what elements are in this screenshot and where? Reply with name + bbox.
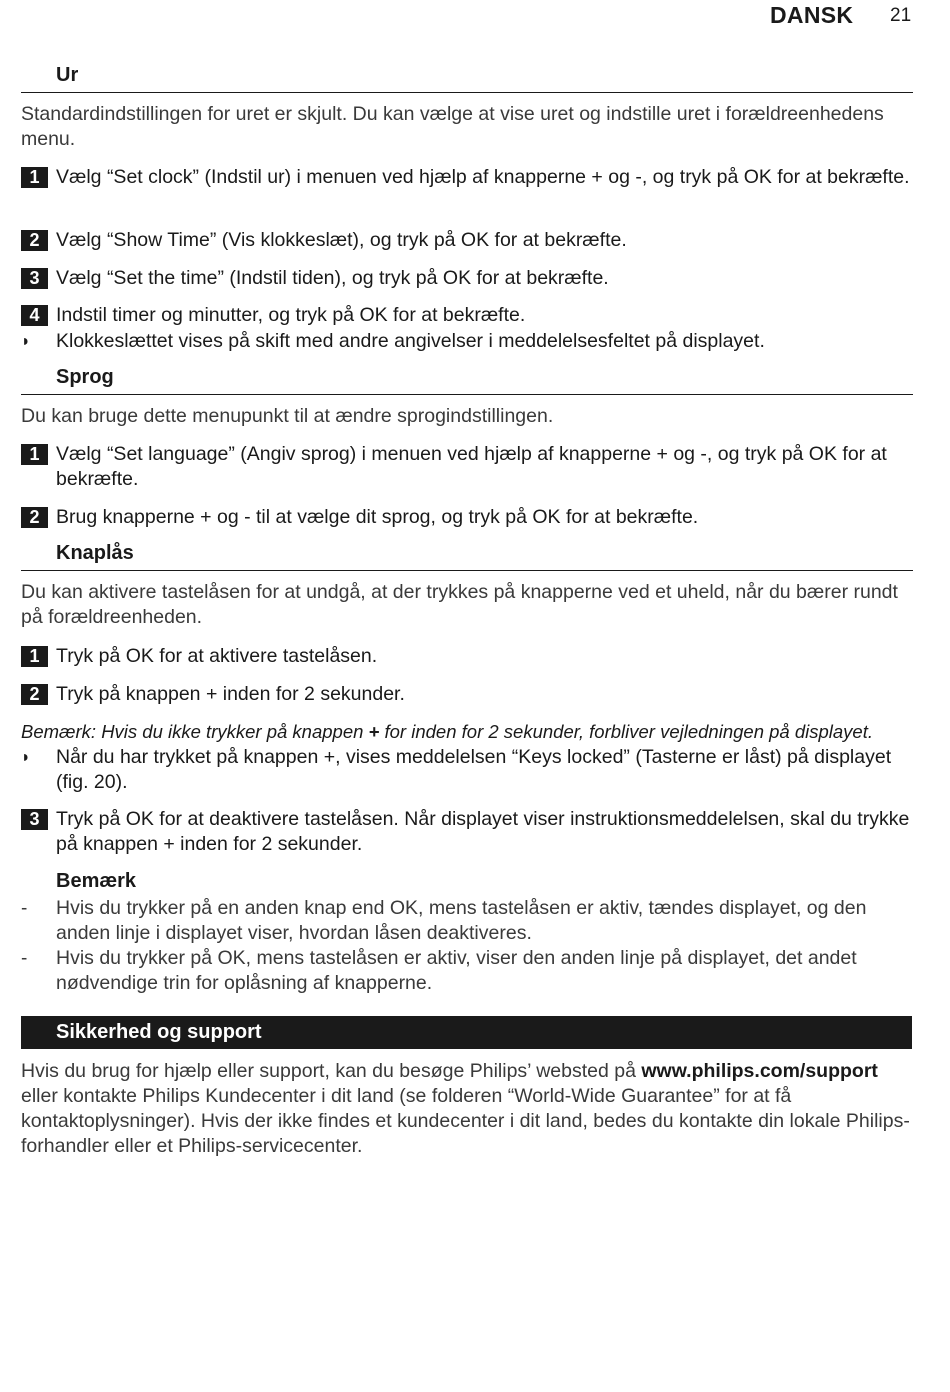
section-divider: [21, 570, 913, 571]
keylock-step-1: Tryk på OK for at aktivere tastelåsen.: [56, 645, 378, 667]
result-bullet-icon: ◗: [21, 333, 31, 350]
step-number: 1: [21, 167, 48, 188]
step-number: 1: [21, 444, 48, 465]
language-step-2: Brug knapperne + og - til at vælge dit sprog, og tryk på OK for at bekræfte.: [56, 506, 699, 528]
keylock-result: Når du har trykket på knappen +, vises meddelelsen “Keys locked” (Tasterne er låst) på displayet (fig. 20).: [56, 746, 892, 793]
step-number: 3: [21, 268, 48, 289]
section-title-keylock: Knaplås: [56, 542, 134, 564]
section-title-support: Sikkerhed og support: [56, 1021, 262, 1043]
step-number: 2: [21, 507, 48, 528]
clock-step-4: Indstil timer og minutter, og tryk på OK for at bekræfte.: [56, 304, 526, 326]
remark-item-1: Hvis du trykker på en anden knap end OK, mens tastelåsen er aktiv, tændes displayet, og den anden linje i displayet viser, hvordan låsen deaktiveres.: [56, 897, 867, 944]
note-plus-symbol: +: [368, 721, 380, 742]
keylock-step-3: Tryk på OK for at deaktivere tastelåsen. Når displayet viser instruktionsmeddelelsen, skal du trykke på knappen + inden for 2 sekunder.: [56, 808, 910, 855]
language-intro: Du kan bruge dette menupunkt til at ændre sprogindstillingen.: [21, 405, 554, 427]
step-number: 4: [21, 305, 48, 326]
step-number: 2: [21, 230, 48, 251]
support-text-rest: eller kontakte Philips Kundecenter i dit land (se folderen “World-Wide Guarantee” for at få kontaktoplysninger). Hvis der ikke findes et kundecenter i dit land, bedes du kontakte din lokale Philips-forhandler eller et Philips-servicecenter.: [21, 1085, 910, 1157]
clock-step-2: Vælg “Show Time” (Vis klokkeslæt), og tryk på OK for at bekræfte.: [56, 229, 627, 251]
step-number: 1: [21, 646, 48, 667]
section-divider: [21, 394, 913, 395]
support-text-intro: Hvis du brug for hjælp eller support, kan du besøge Philips’ websted på: [21, 1060, 636, 1082]
clock-result: Klokkeslættet vises på skift med andre angivelser i meddelelsesfeltet på displayet.: [56, 330, 765, 352]
section-header-bar-support: [21, 1016, 912, 1049]
language-step-1: Vælg “Set language” (Angiv sprog) i menuen ved hjælp af knapperne + og -, og tryk på OK for at bekræfte.: [56, 443, 887, 490]
step-number: 2: [21, 684, 48, 705]
step-number: 3: [21, 809, 48, 830]
section-title-clock: Ur: [56, 64, 79, 86]
keylock-step-2: Tryk på knappen + inden for 2 sekunder.: [56, 683, 405, 705]
section-title-language: Sprog: [56, 366, 114, 388]
keylock-intro: Du kan aktivere tastelåsen for at undgå, at der trykkes på knapperne ved et uheld, når du bærer rundt på forældreenheden.: [21, 581, 898, 628]
remark-title: Bemærk: [56, 870, 137, 892]
note-label: Bemærk:: [21, 721, 97, 742]
support-url-link[interactable]: www.philips.com/support: [641, 1060, 878, 1082]
page-number: 21: [890, 5, 912, 26]
result-bullet-icon: ◗: [21, 749, 31, 766]
section-divider: [21, 92, 913, 93]
clock-step-3: Vælg “Set the time” (Indstil tiden), og tryk på OK for at bekræfte.: [56, 267, 609, 289]
note-text-rest: for inden for 2 sekunder, forbliver vejledningen på displayet.: [384, 721, 873, 742]
language-heading: DANSK: [770, 2, 854, 28]
support-text: [21, 1059, 913, 1159]
list-dash: -: [21, 948, 28, 969]
keylock-note: [21, 719, 921, 744]
remark-item-2: Hvis du trykker på OK, mens tastelåsen er aktiv, viser den anden linje på displayet, det andet nødvendige trin for oplåsning af knapperne.: [56, 947, 857, 994]
clock-intro: Standardindstillingen for uret er skjult. Du kan vælge at vise uret og indstille uret i forældreenhedens menu.: [21, 103, 884, 150]
note-text: Hvis du ikke trykker på knappen: [101, 721, 364, 742]
clock-step-1: Vælg “Set clock” (Indstil ur) i menuen ved hjælp af knapperne + og -, og tryk på OK for at bekræfte.: [56, 166, 910, 188]
list-dash: -: [21, 898, 28, 919]
